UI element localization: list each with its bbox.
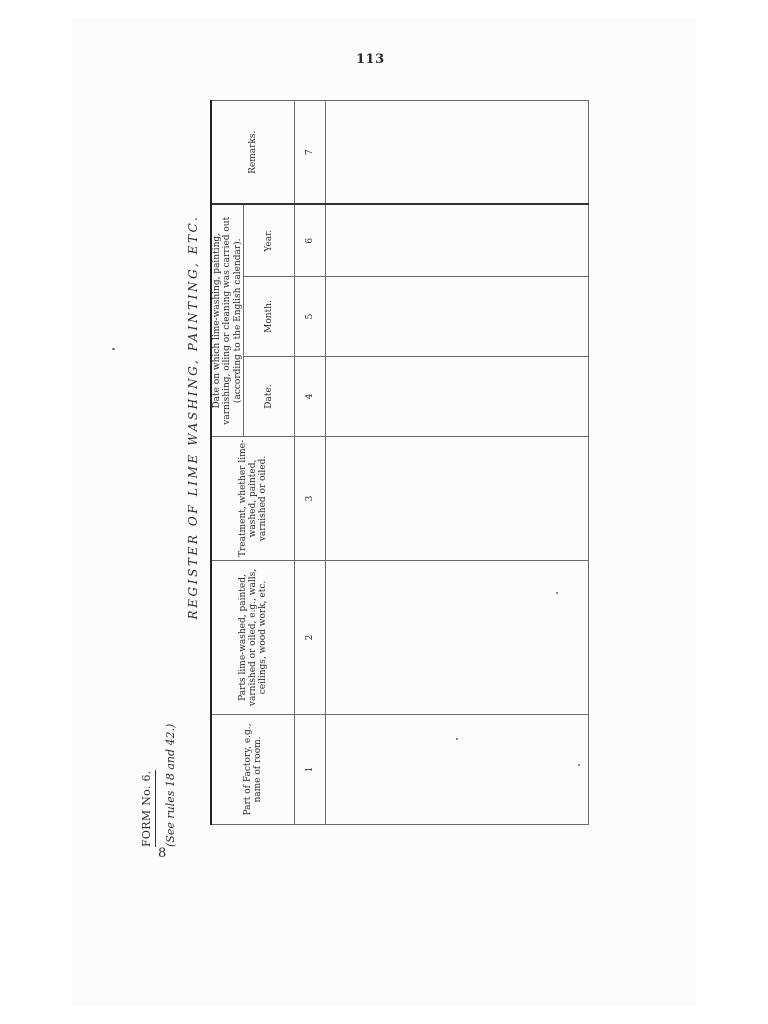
form-number: FORM No. 6. [140,770,156,847]
header-parts-washed: Parts lime-washed, painted, varnished or oiled, e.g., walls, ceilings, wood work, etc. [211,561,295,715]
register-table [210,100,589,825]
subheader-month: Month. [244,277,295,357]
column-number: 5 [295,277,326,357]
footer-number: 8 [158,846,167,861]
entry-cell [326,101,589,205]
column-number: 7 [295,101,326,205]
column-number: 6 [295,205,326,277]
see-rules-note: (See rules 18 and 42.) [164,723,177,847]
column-number: 1 [295,715,326,825]
scan-speck [112,348,115,350]
rotated-form [140,87,592,847]
entry-cell [326,561,589,715]
column-number: 3 [295,437,326,561]
entry-cell [326,357,589,437]
page-number: 113 [356,52,385,67]
header-remarks: Remarks. [211,101,295,205]
column-number: 4 [295,357,326,437]
entry-cell [326,715,589,825]
header-treatment: Treatment, whether lime-washed, painted, varnished or oiled. [211,437,295,561]
entry-cell [326,277,589,357]
subheader-year: Year. [244,205,295,277]
header-part-of-factory: Part of Factory, e.g., name of room. [211,715,295,825]
subheader-date: Date. [244,357,295,437]
register-title: REGISTER OF LIME WASHING, PAINTING, ETC. [186,214,200,620]
entry-cell [326,437,589,561]
entry-cell [326,205,589,277]
column-number: 2 [295,561,326,715]
header-date-carried-out: Date on which lime-washing, painting, varnishing, oiling or cleaning was carried out (according to the English calendar). [211,205,244,437]
